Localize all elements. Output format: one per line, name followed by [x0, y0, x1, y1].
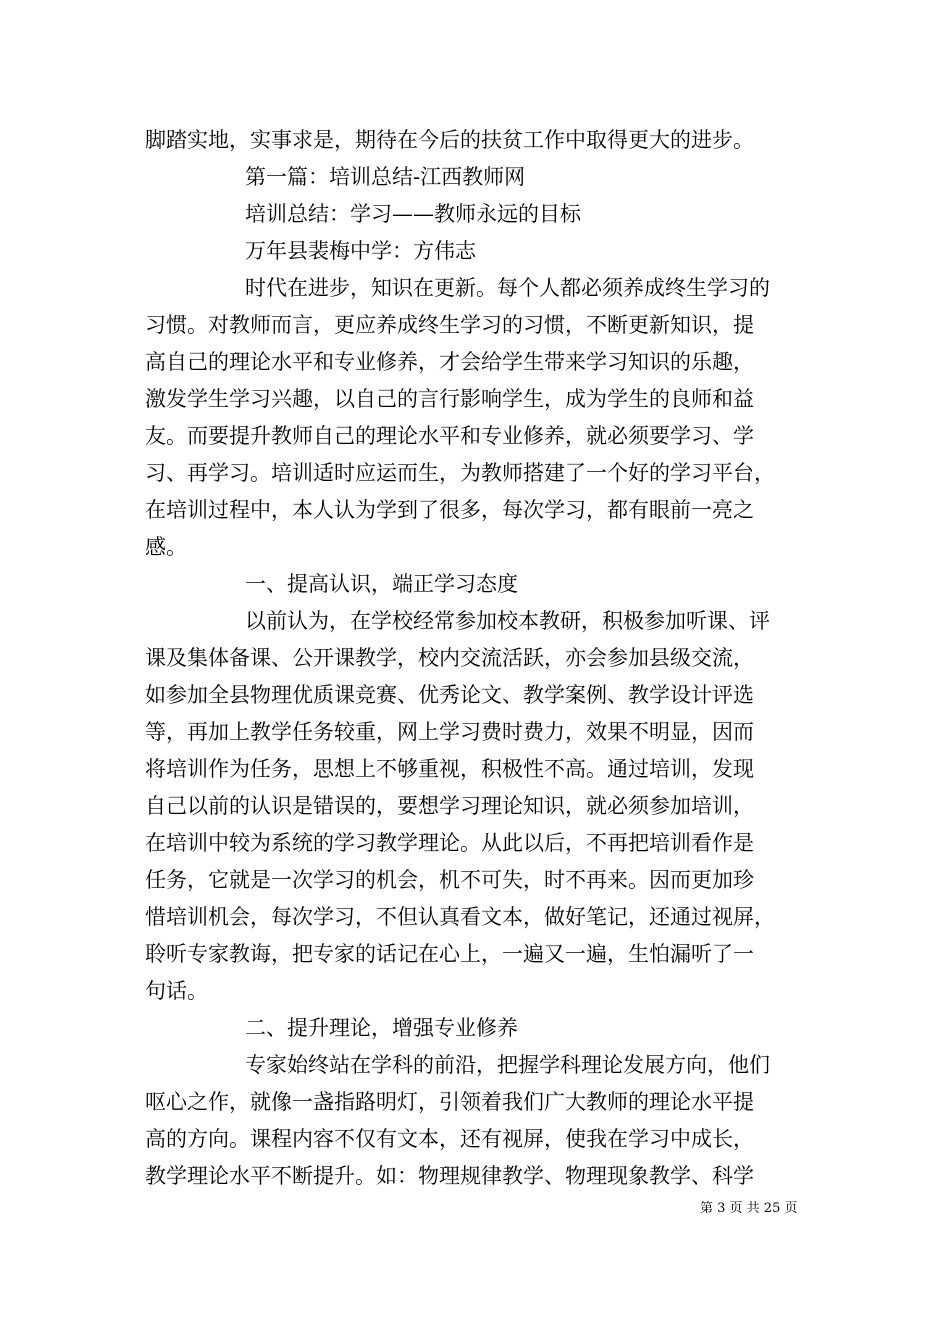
article-title: 培训总结：学习——教师永远的目标 — [245, 202, 581, 226]
text-line: 高的方向。课程内容不仅有文本，还有视屏，使我在学习中成长， — [145, 1127, 754, 1151]
text-line: 课及集体备课、公开课教学，校内交流活跃，亦会参加县级交流， — [145, 646, 754, 670]
section-heading: 二、提升理论，增强专业修养 — [245, 1016, 518, 1040]
text-line: 友。而要提升教师自己的理论水平和专业修养，就必须要学习、学 — [145, 424, 754, 448]
author-line: 万年县裴梅中学：方伟志 — [245, 239, 476, 263]
text-line: 聆听专家教诲，把专家的话记在心上，一遍又一遍，生怕漏听了一 — [145, 942, 754, 966]
text-line: 脚踏实地，实事求是，期待在今后的扶贫工作中取得更大的进步。 — [145, 128, 754, 152]
paragraph-start: 时代在进步，知识在更新。每个人都必须养成终生学习的 — [245, 276, 770, 300]
text-line: 感。 — [145, 535, 187, 559]
text-line: 如参加全县物理优质课竞赛、优秀论文、教学案例、教学设计评选 — [145, 683, 754, 707]
text-line: 等，再加上教学任务较重，网上学习费时费力，效果不明显，因而 — [145, 720, 754, 744]
text-line: 在培训中较为系统的学习教学理论。从此以后，不再把培训看作是 — [145, 831, 754, 855]
text-line: 句话。 — [145, 979, 208, 1003]
text-line: 将培训作为任务，思想上不够重视，积极性不高。通过培训，发现 — [145, 757, 754, 781]
page-number-footer: 第 3 页 共 25 页 — [700, 1201, 798, 1216]
paragraph-start: 以前认为，在学校经常参加校本教研，积极参加听课、评 — [245, 609, 770, 633]
text-line: 自己以前的认识是错误的，要想学习理论知识，就必须参加培训， — [145, 794, 754, 818]
text-line: 惜培训机会，每次学习，不但认真看文本，做好笔记，还通过视屏， — [145, 905, 775, 929]
text-line: 高自己的理论水平和专业修养，才会给学生带来学习知识的乐趣， — [145, 350, 754, 374]
text-line: 习、再学习。培训适时应运而生，为教师搭建了一个好的学习平台， — [145, 461, 775, 485]
text-line: 教学理论水平不断提升。如：物理规律教学、物理现象教学、科学 — [145, 1164, 754, 1188]
text-line: 呕心之作，就像一盏指路明灯，引领着我们广大教师的理论水平提 — [145, 1090, 754, 1114]
text-line: 激发学生学习兴趣，以自己的言行影响学生，成为学生的良师和益 — [145, 387, 754, 411]
section-heading: 一、提高认识，端正学习态度 — [245, 572, 518, 596]
section-title: 第一篇：培训总结-江西教师网 — [245, 165, 526, 189]
paragraph-start: 专家始终站在学科的前沿，把握学科理论发展方向，他们 — [245, 1053, 770, 1077]
text-line: 习惯。对教师而言，更应养成终生学习的习惯，不断更新知识，提 — [145, 313, 754, 337]
text-line: 任务，它就是一次学习的机会，机不可失，时不再来。因而更加珍 — [145, 868, 754, 892]
text-line: 在培训过程中，本人认为学到了很多，每次学习，都有眼前一亮之 — [145, 498, 754, 522]
